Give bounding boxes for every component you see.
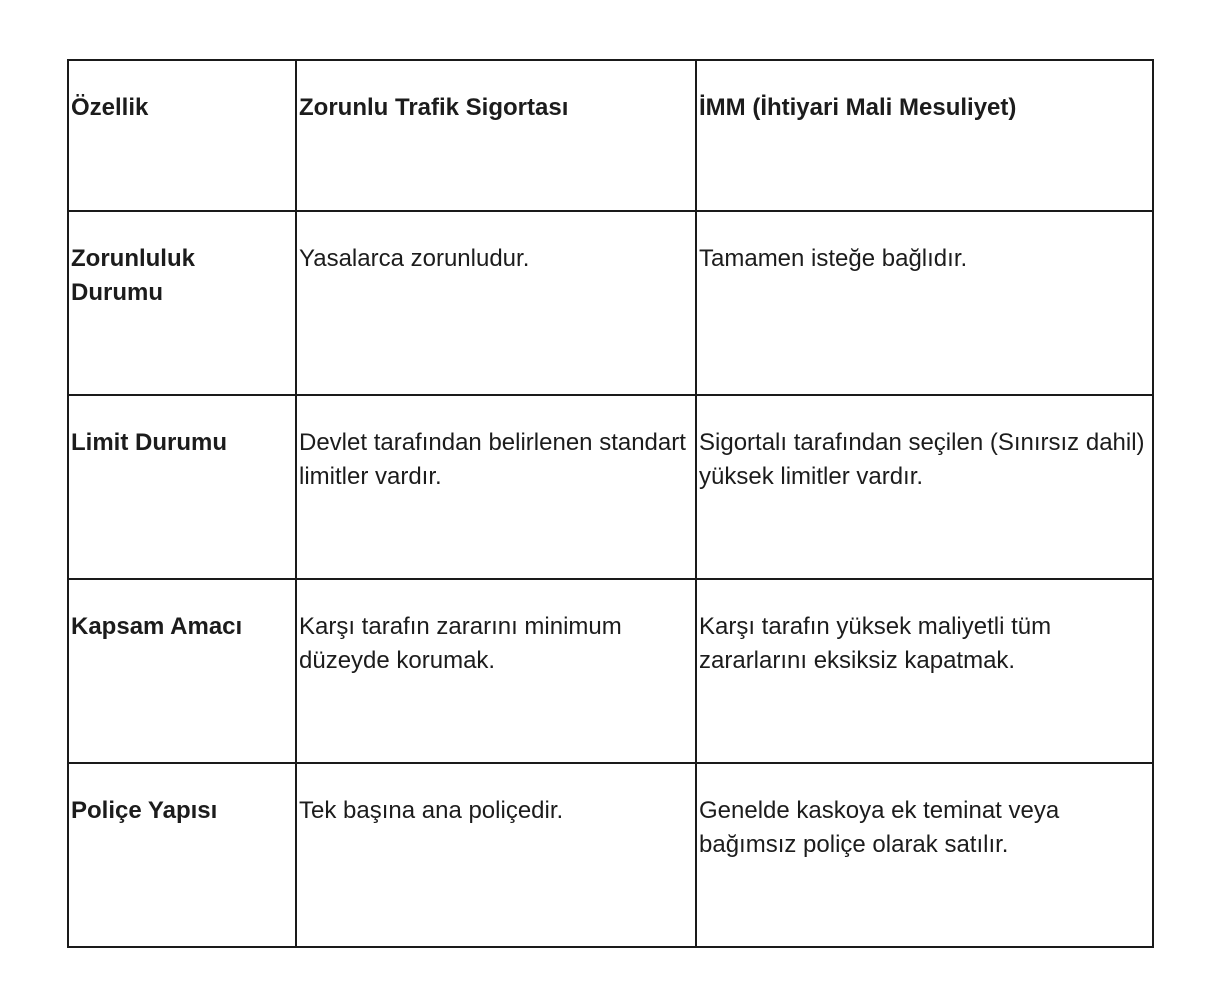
imm-cell: Genelde kaskoya ek teminat veya bağımsız poliçe olarak satılır. bbox=[696, 763, 1153, 947]
imm-cell: Karşı tarafın yüksek maliyetli tüm zararlarını eksiksiz kapatmak. bbox=[696, 579, 1153, 763]
row-label-cell: Zorunluluk Durumu bbox=[68, 211, 296, 395]
imm-cell: Sigortalı tarafından seçilen (Sınırsız dahil) yüksek limitler vardır. bbox=[696, 395, 1153, 579]
traffic-cell: Tek başına ana poliçedir. bbox=[296, 763, 696, 947]
table-header-row bbox=[68, 60, 1153, 211]
header-cell-imm: İMM (İhtiyari Mali Mesuliyet) bbox=[696, 60, 1153, 211]
comparison-table bbox=[67, 59, 1154, 948]
row-label-cell: Limit Durumu bbox=[68, 395, 296, 579]
header-cell-traffic-insurance: Zorunlu Trafik Sigortası bbox=[296, 60, 696, 211]
table-row bbox=[68, 763, 1153, 947]
imm-cell: Tamamen isteğe bağlıdır. bbox=[696, 211, 1153, 395]
traffic-cell: Karşı tarafın zararını minimum düzeyde korumak. bbox=[296, 579, 696, 763]
row-label-cell: Kapsam Amacı bbox=[68, 579, 296, 763]
header-cell-feature: Özellik bbox=[68, 60, 296, 211]
table-row bbox=[68, 395, 1153, 579]
row-label-cell: Poliçe Yapısı bbox=[68, 763, 296, 947]
traffic-cell: Yasalarca zorunludur. bbox=[296, 211, 696, 395]
table-row bbox=[68, 579, 1153, 763]
table-row bbox=[68, 211, 1153, 395]
traffic-cell: Devlet tarafından belirlenen standart limitler vardır. bbox=[296, 395, 696, 579]
